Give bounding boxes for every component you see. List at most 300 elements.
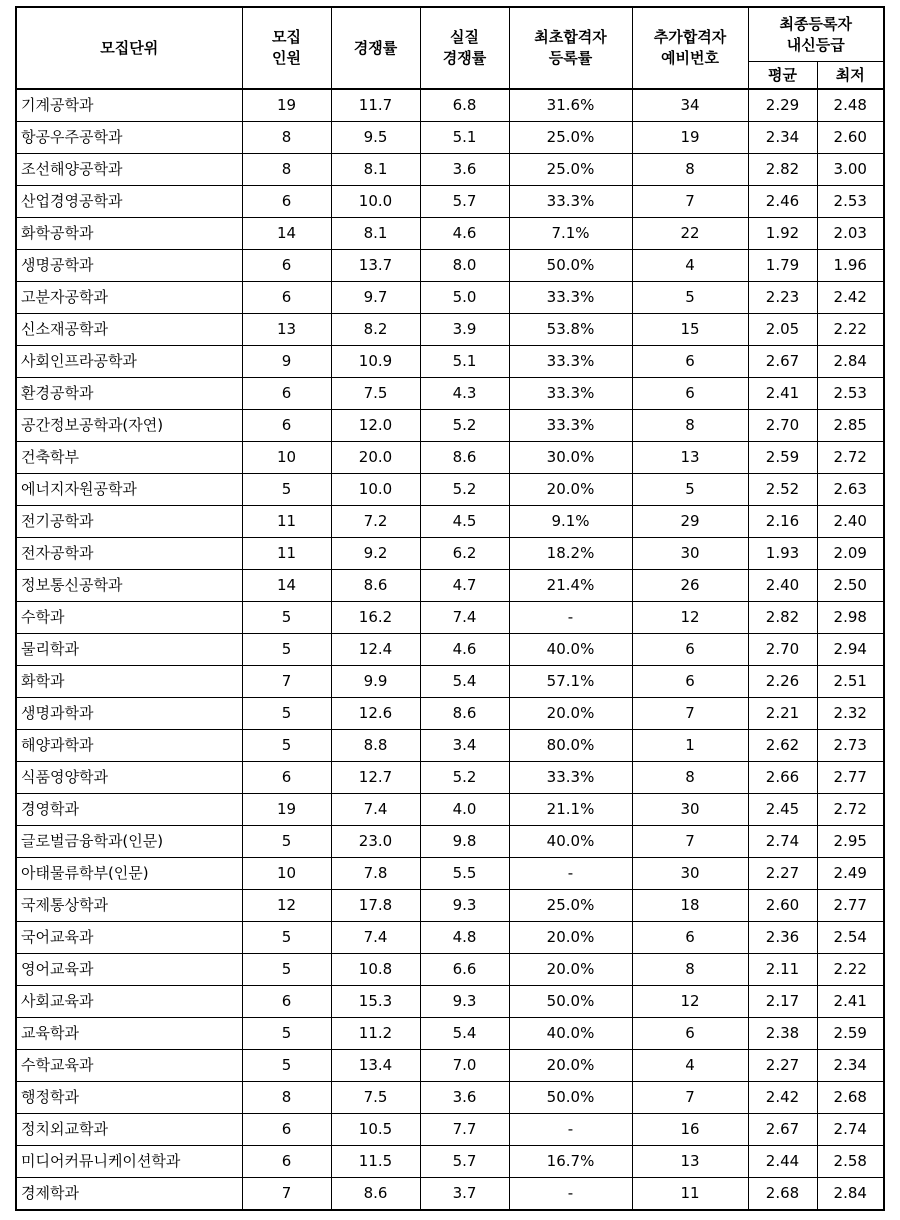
competition-cell: 8.2: [331, 314, 420, 346]
table-row: [16, 538, 884, 570]
first-registration-rate-cell: -: [509, 858, 632, 890]
waitlist-number-cell: 1: [632, 730, 748, 762]
waitlist-number-cell: 29: [632, 506, 748, 538]
grade-minimum-cell: 2.59: [817, 1018, 884, 1050]
grade-minimum-cell: 2.72: [817, 794, 884, 826]
competition-cell: 12.7: [331, 762, 420, 794]
grade-average-cell: 1.93: [748, 538, 817, 570]
first-registration-rate-cell: 33.3%: [509, 186, 632, 218]
real-competition-cell: 4.3: [420, 378, 509, 410]
unit-cell: 전기공학과: [16, 506, 242, 538]
table-row: [16, 89, 884, 122]
competition-cell: 11.5: [331, 1146, 420, 1178]
real-competition-cell: 3.4: [420, 730, 509, 762]
real-competition-cell: 5.1: [420, 346, 509, 378]
real-competition-cell: 6.8: [420, 89, 509, 122]
grade-minimum-cell: 2.53: [817, 378, 884, 410]
grade-minimum-cell: 3.00: [817, 154, 884, 186]
header-waitlist-number: 추가합격자 예비번호: [632, 7, 748, 89]
waitlist-number-cell: 26: [632, 570, 748, 602]
quota-cell: 6: [242, 1114, 331, 1146]
real-competition-cell: 7.4: [420, 602, 509, 634]
table-row: [16, 122, 884, 154]
unit-cell: 영어교육과: [16, 954, 242, 986]
grade-average-cell: 2.27: [748, 1050, 817, 1082]
table-row: [16, 762, 884, 794]
grade-minimum-cell: 2.32: [817, 698, 884, 730]
unit-cell: 화학공학과: [16, 218, 242, 250]
competition-cell: 23.0: [331, 826, 420, 858]
competition-cell: 8.6: [331, 1178, 420, 1211]
quota-cell: 12: [242, 890, 331, 922]
grade-average-cell: 2.05: [748, 314, 817, 346]
real-competition-cell: 5.0: [420, 282, 509, 314]
grade-minimum-cell: 2.74: [817, 1114, 884, 1146]
grade-average-cell: 2.29: [748, 89, 817, 122]
grade-average-cell: 2.11: [748, 954, 817, 986]
quota-cell: 6: [242, 282, 331, 314]
waitlist-number-cell: 8: [632, 954, 748, 986]
competition-cell: 8.1: [331, 218, 420, 250]
unit-cell: 행정학과: [16, 1082, 242, 1114]
real-competition-cell: 8.0: [420, 250, 509, 282]
waitlist-number-cell: 6: [632, 1018, 748, 1050]
unit-cell: 화학과: [16, 666, 242, 698]
real-competition-cell: 5.2: [420, 474, 509, 506]
grade-minimum-cell: 2.41: [817, 986, 884, 1018]
admissions-results-table: [15, 6, 885, 1211]
table-row: [16, 314, 884, 346]
competition-cell: 9.9: [331, 666, 420, 698]
unit-cell: 산업경영공학과: [16, 186, 242, 218]
competition-cell: 8.6: [331, 570, 420, 602]
real-competition-cell: 5.7: [420, 1146, 509, 1178]
waitlist-number-cell: 22: [632, 218, 748, 250]
unit-cell: 사회인프라공학과: [16, 346, 242, 378]
table-row: [16, 346, 884, 378]
unit-cell: 글로벌금융학과(인문): [16, 826, 242, 858]
waitlist-number-cell: 12: [632, 602, 748, 634]
competition-cell: 13.7: [331, 250, 420, 282]
first-registration-rate-cell: 33.3%: [509, 378, 632, 410]
competition-cell: 8.8: [331, 730, 420, 762]
grade-average-cell: 2.36: [748, 922, 817, 954]
grade-minimum-cell: 2.73: [817, 730, 884, 762]
unit-cell: 신소재공학과: [16, 314, 242, 346]
table-row: [16, 954, 884, 986]
real-competition-cell: 3.9: [420, 314, 509, 346]
first-registration-rate-cell: 33.3%: [509, 762, 632, 794]
table-row: [16, 186, 884, 218]
unit-cell: 환경공학과: [16, 378, 242, 410]
first-registration-rate-cell: 80.0%: [509, 730, 632, 762]
grade-minimum-cell: 2.42: [817, 282, 884, 314]
unit-cell: 사회교육과: [16, 986, 242, 1018]
grade-average-cell: 2.66: [748, 762, 817, 794]
grade-minimum-cell: 2.84: [817, 1178, 884, 1211]
waitlist-number-cell: 7: [632, 1082, 748, 1114]
quota-cell: 5: [242, 730, 331, 762]
real-competition-cell: 4.6: [420, 634, 509, 666]
grade-average-cell: 2.16: [748, 506, 817, 538]
real-competition-cell: 6.6: [420, 954, 509, 986]
quota-cell: 5: [242, 1050, 331, 1082]
grade-average-cell: 2.52: [748, 474, 817, 506]
grade-average-cell: 2.67: [748, 1114, 817, 1146]
unit-cell: 조선해양공학과: [16, 154, 242, 186]
unit-cell: 고분자공학과: [16, 282, 242, 314]
grade-average-cell: 2.45: [748, 794, 817, 826]
grade-average-cell: 2.74: [748, 826, 817, 858]
grade-average-cell: 2.40: [748, 570, 817, 602]
waitlist-number-cell: 18: [632, 890, 748, 922]
competition-cell: 12.0: [331, 410, 420, 442]
table-row: [16, 666, 884, 698]
waitlist-number-cell: 30: [632, 794, 748, 826]
competition-cell: 7.4: [331, 794, 420, 826]
unit-cell: 경영학과: [16, 794, 242, 826]
unit-cell: 생명공학과: [16, 250, 242, 282]
waitlist-number-cell: 12: [632, 986, 748, 1018]
table-row: [16, 1018, 884, 1050]
quota-cell: 5: [242, 602, 331, 634]
first-registration-rate-cell: 20.0%: [509, 698, 632, 730]
unit-cell: 수학과: [16, 602, 242, 634]
competition-cell: 10.0: [331, 474, 420, 506]
waitlist-number-cell: 13: [632, 1146, 748, 1178]
quota-cell: 9: [242, 346, 331, 378]
competition-cell: 7.5: [331, 378, 420, 410]
competition-cell: 7.2: [331, 506, 420, 538]
first-registration-rate-cell: 20.0%: [509, 954, 632, 986]
grade-minimum-cell: 2.68: [817, 1082, 884, 1114]
first-registration-rate-cell: 7.1%: [509, 218, 632, 250]
first-registration-rate-cell: 25.0%: [509, 122, 632, 154]
competition-cell: 20.0: [331, 442, 420, 474]
grade-average-cell: 2.46: [748, 186, 817, 218]
table-header: [16, 7, 884, 89]
competition-cell: 16.2: [331, 602, 420, 634]
real-competition-cell: 9.8: [420, 826, 509, 858]
unit-cell: 경제학과: [16, 1178, 242, 1211]
waitlist-number-cell: 30: [632, 538, 748, 570]
real-competition-cell: 9.3: [420, 890, 509, 922]
grade-average-cell: 2.44: [748, 1146, 817, 1178]
unit-cell: 전자공학과: [16, 538, 242, 570]
unit-cell: 생명과학과: [16, 698, 242, 730]
first-registration-rate-cell: 40.0%: [509, 634, 632, 666]
real-competition-cell: 4.7: [420, 570, 509, 602]
first-registration-rate-cell: 9.1%: [509, 506, 632, 538]
first-registration-rate-cell: -: [509, 602, 632, 634]
table-row: [16, 1082, 884, 1114]
table-row: [16, 858, 884, 890]
quota-cell: 8: [242, 122, 331, 154]
grade-minimum-cell: 2.48: [817, 89, 884, 122]
grade-average-cell: 2.41: [748, 378, 817, 410]
waitlist-number-cell: 13: [632, 442, 748, 474]
quota-cell: 10: [242, 858, 331, 890]
unit-cell: 항공우주공학과: [16, 122, 242, 154]
grade-minimum-cell: 2.53: [817, 186, 884, 218]
header-first-registration-rate: 최초합격자 등록률: [509, 7, 632, 89]
quota-cell: 7: [242, 1178, 331, 1211]
first-registration-rate-cell: -: [509, 1114, 632, 1146]
grade-average-cell: 2.70: [748, 634, 817, 666]
quota-cell: 5: [242, 698, 331, 730]
quota-cell: 5: [242, 826, 331, 858]
real-competition-cell: 4.5: [420, 506, 509, 538]
waitlist-number-cell: 6: [632, 634, 748, 666]
waitlist-number-cell: 8: [632, 762, 748, 794]
unit-cell: 정치외교학과: [16, 1114, 242, 1146]
waitlist-number-cell: 6: [632, 922, 748, 954]
unit-cell: 교육학과: [16, 1018, 242, 1050]
real-competition-cell: 7.0: [420, 1050, 509, 1082]
header-competition: 경쟁률: [331, 7, 420, 89]
first-registration-rate-cell: 21.4%: [509, 570, 632, 602]
table-row: [16, 698, 884, 730]
first-registration-rate-cell: 20.0%: [509, 922, 632, 954]
grade-minimum-cell: 2.22: [817, 314, 884, 346]
header-real-competition: 실질 경쟁률: [420, 7, 509, 89]
grade-minimum-cell: 2.94: [817, 634, 884, 666]
first-registration-rate-cell: 25.0%: [509, 154, 632, 186]
competition-cell: 7.8: [331, 858, 420, 890]
unit-cell: 국제통상학과: [16, 890, 242, 922]
grade-average-cell: 2.23: [748, 282, 817, 314]
competition-cell: 7.4: [331, 922, 420, 954]
grade-average-cell: 2.27: [748, 858, 817, 890]
grade-average-cell: 2.60: [748, 890, 817, 922]
competition-cell: 9.5: [331, 122, 420, 154]
grade-average-cell: 1.92: [748, 218, 817, 250]
first-registration-rate-cell: 40.0%: [509, 1018, 632, 1050]
unit-cell: 에너지자원공학과: [16, 474, 242, 506]
grade-average-cell: 2.82: [748, 602, 817, 634]
competition-cell: 7.5: [331, 1082, 420, 1114]
table-row: [16, 506, 884, 538]
waitlist-number-cell: 7: [632, 698, 748, 730]
quota-cell: 5: [242, 634, 331, 666]
waitlist-number-cell: 6: [632, 666, 748, 698]
quota-cell: 14: [242, 218, 331, 250]
competition-cell: 10.5: [331, 1114, 420, 1146]
real-competition-cell: 7.7: [420, 1114, 509, 1146]
grade-minimum-cell: 2.95: [817, 826, 884, 858]
real-competition-cell: 5.1: [420, 122, 509, 154]
quota-cell: 6: [242, 186, 331, 218]
competition-cell: 12.4: [331, 634, 420, 666]
first-registration-rate-cell: 50.0%: [509, 1082, 632, 1114]
real-competition-cell: 5.7: [420, 186, 509, 218]
grade-minimum-cell: 2.50: [817, 570, 884, 602]
waitlist-number-cell: 15: [632, 314, 748, 346]
competition-cell: 8.1: [331, 154, 420, 186]
waitlist-number-cell: 7: [632, 186, 748, 218]
grade-minimum-cell: 2.63: [817, 474, 884, 506]
first-registration-rate-cell: -: [509, 1178, 632, 1211]
waitlist-number-cell: 19: [632, 122, 748, 154]
table-row: [16, 218, 884, 250]
unit-cell: 수학교육과: [16, 1050, 242, 1082]
real-competition-cell: 9.3: [420, 986, 509, 1018]
grade-average-cell: 2.68: [748, 1178, 817, 1211]
waitlist-number-cell: 4: [632, 1050, 748, 1082]
first-registration-rate-cell: 33.3%: [509, 282, 632, 314]
grade-average-cell: 2.62: [748, 730, 817, 762]
grade-average-cell: 2.70: [748, 410, 817, 442]
competition-cell: 11.7: [331, 89, 420, 122]
first-registration-rate-cell: 57.1%: [509, 666, 632, 698]
first-registration-rate-cell: 21.1%: [509, 794, 632, 826]
first-registration-rate-cell: 20.0%: [509, 474, 632, 506]
grade-average-cell: 2.59: [748, 442, 817, 474]
real-competition-cell: 3.7: [420, 1178, 509, 1211]
table-row: [16, 282, 884, 314]
header-grade-minimum: 최저: [817, 62, 884, 90]
grade-minimum-cell: 2.77: [817, 762, 884, 794]
grade-average-cell: 2.42: [748, 1082, 817, 1114]
table-row: [16, 730, 884, 762]
grade-average-cell: 2.82: [748, 154, 817, 186]
quota-cell: 5: [242, 954, 331, 986]
table-row: [16, 1114, 884, 1146]
grade-minimum-cell: 2.34: [817, 1050, 884, 1082]
header-unit: 모집단위: [16, 7, 242, 89]
quota-cell: 13: [242, 314, 331, 346]
waitlist-number-cell: 7: [632, 826, 748, 858]
competition-cell: 13.4: [331, 1050, 420, 1082]
unit-cell: 아태물류학부(인문): [16, 858, 242, 890]
real-competition-cell: 5.2: [420, 762, 509, 794]
first-registration-rate-cell: 40.0%: [509, 826, 632, 858]
table-row: [16, 922, 884, 954]
real-competition-cell: 5.4: [420, 1018, 509, 1050]
waitlist-number-cell: 5: [632, 282, 748, 314]
real-competition-cell: 5.5: [420, 858, 509, 890]
grade-minimum-cell: 1.96: [817, 250, 884, 282]
waitlist-number-cell: 8: [632, 410, 748, 442]
unit-cell: 정보통신공학과: [16, 570, 242, 602]
real-competition-cell: 4.0: [420, 794, 509, 826]
table-row: [16, 794, 884, 826]
grade-minimum-cell: 2.51: [817, 666, 884, 698]
header-final-grade: 최종등록자 내신등급: [748, 7, 884, 62]
waitlist-number-cell: 4: [632, 250, 748, 282]
table-row: [16, 410, 884, 442]
grade-minimum-cell: 2.77: [817, 890, 884, 922]
waitlist-number-cell: 6: [632, 378, 748, 410]
quota-cell: 11: [242, 538, 331, 570]
real-competition-cell: 8.6: [420, 442, 509, 474]
first-registration-rate-cell: 31.6%: [509, 89, 632, 122]
waitlist-number-cell: 6: [632, 346, 748, 378]
unit-cell: 국어교육과: [16, 922, 242, 954]
first-registration-rate-cell: 30.0%: [509, 442, 632, 474]
quota-cell: 6: [242, 378, 331, 410]
real-competition-cell: 4.6: [420, 218, 509, 250]
quota-cell: 10: [242, 442, 331, 474]
unit-cell: 건축학부: [16, 442, 242, 474]
grade-average-cell: 2.21: [748, 698, 817, 730]
table-row: [16, 378, 884, 410]
first-registration-rate-cell: 33.3%: [509, 346, 632, 378]
first-registration-rate-cell: 50.0%: [509, 986, 632, 1018]
first-registration-rate-cell: 50.0%: [509, 250, 632, 282]
quota-cell: 6: [242, 1146, 331, 1178]
waitlist-number-cell: 16: [632, 1114, 748, 1146]
table-row: [16, 1146, 884, 1178]
table-row: [16, 154, 884, 186]
header-quota: 모집 인원: [242, 7, 331, 89]
grade-minimum-cell: 2.09: [817, 538, 884, 570]
unit-cell: 기계공학과: [16, 89, 242, 122]
real-competition-cell: 3.6: [420, 154, 509, 186]
table-row: [16, 442, 884, 474]
quota-cell: 7: [242, 666, 331, 698]
grade-average-cell: 2.26: [748, 666, 817, 698]
grade-average-cell: 2.38: [748, 1018, 817, 1050]
table-row: [16, 890, 884, 922]
real-competition-cell: 6.2: [420, 538, 509, 570]
first-registration-rate-cell: 53.8%: [509, 314, 632, 346]
grade-average-cell: 2.34: [748, 122, 817, 154]
quota-cell: 19: [242, 794, 331, 826]
competition-cell: 11.2: [331, 1018, 420, 1050]
grade-minimum-cell: 2.60: [817, 122, 884, 154]
waitlist-number-cell: 34: [632, 89, 748, 122]
table-row: [16, 474, 884, 506]
grade-minimum-cell: 2.54: [817, 922, 884, 954]
table-row: [16, 1178, 884, 1211]
quota-cell: 6: [242, 250, 331, 282]
real-competition-cell: 8.6: [420, 698, 509, 730]
waitlist-number-cell: 30: [632, 858, 748, 890]
first-registration-rate-cell: 25.0%: [509, 890, 632, 922]
real-competition-cell: 4.8: [420, 922, 509, 954]
competition-cell: 10.8: [331, 954, 420, 986]
grade-minimum-cell: 2.84: [817, 346, 884, 378]
grade-minimum-cell: 2.72: [817, 442, 884, 474]
waitlist-number-cell: 5: [632, 474, 748, 506]
grade-average-cell: 2.17: [748, 986, 817, 1018]
competition-cell: 10.9: [331, 346, 420, 378]
quota-cell: 11: [242, 506, 331, 538]
waitlist-number-cell: 11: [632, 1178, 748, 1211]
table-row: [16, 602, 884, 634]
grade-minimum-cell: 2.58: [817, 1146, 884, 1178]
quota-cell: 6: [242, 986, 331, 1018]
header-grade-average: 평균: [748, 62, 817, 90]
competition-cell: 12.6: [331, 698, 420, 730]
competition-cell: 17.8: [331, 890, 420, 922]
first-registration-rate-cell: 18.2%: [509, 538, 632, 570]
table-row: [16, 250, 884, 282]
grade-average-cell: 1.79: [748, 250, 817, 282]
waitlist-number-cell: 8: [632, 154, 748, 186]
competition-cell: 10.0: [331, 186, 420, 218]
quota-cell: 5: [242, 922, 331, 954]
unit-cell: 식품영양학과: [16, 762, 242, 794]
quota-cell: 5: [242, 1018, 331, 1050]
first-registration-rate-cell: 20.0%: [509, 1050, 632, 1082]
quota-cell: 6: [242, 762, 331, 794]
first-registration-rate-cell: 33.3%: [509, 410, 632, 442]
unit-cell: 물리학과: [16, 634, 242, 666]
real-competition-cell: 5.4: [420, 666, 509, 698]
table-row: [16, 986, 884, 1018]
